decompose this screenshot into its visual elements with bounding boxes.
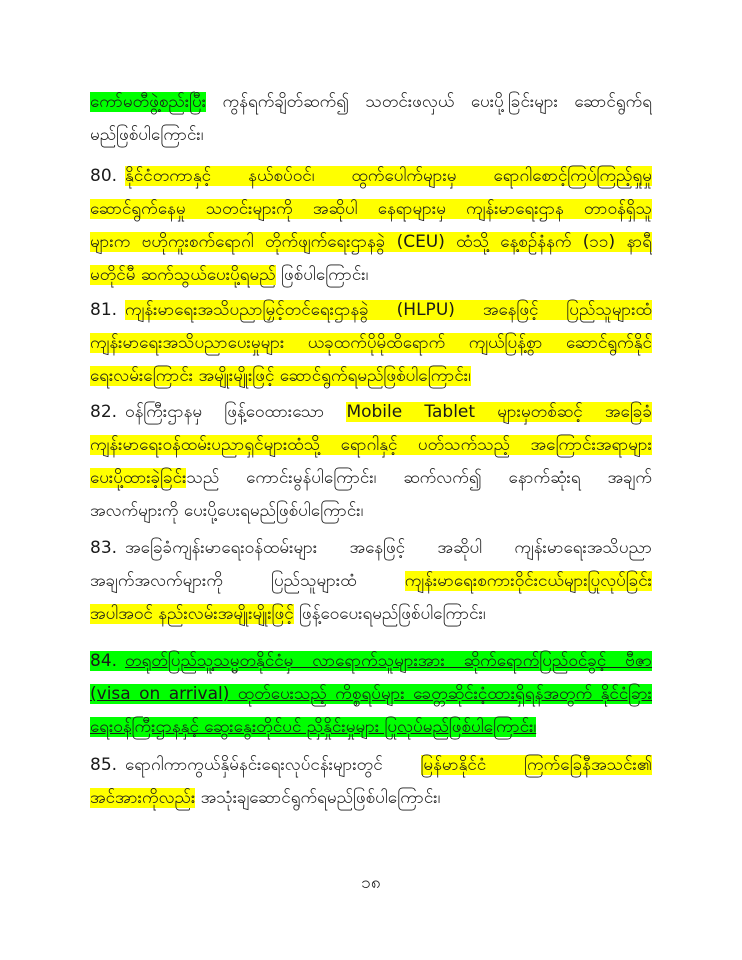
highlighted-text: ရေးဝန်ကြီးဌာနနှင့် ဆွေးနွေးတိုင်ပင် ညှိနှိုင်းမှုများ ပြုလုပ်မည်ဖြစ်ပါကြောင်း၊ <box>90 717 537 737</box>
text-line <box>90 396 652 429</box>
text-run: အချက်အလက်များကို ပြည်သူများထံ <box>90 571 405 591</box>
text-run: အခြေခံကျန်းမာရေးဝန်ထမ်းများ အနေဖြင့် အဆိုပါ ကျန်းမာရေးအသိပညာ <box>125 538 652 558</box>
paragraph-continuation <box>90 86 652 152</box>
text-run: ဝန်ကြီးဌာနမှ ဖြန့်ဝေထားသော <box>125 402 347 422</box>
text-line <box>90 645 652 678</box>
highlighted-text: ကျန်းမာရေးဝန်ထမ်းပညာရှင်များထံသို့ ရောဂါနှင့် ပတ်သက်သည့် အကြောင်းအရာများ <box>90 435 652 455</box>
text-line <box>90 678 652 711</box>
text-run: ရောဂါကာကွယ်နှိမ်နင်းရေးလုပ်ငန်းများတွင် <box>125 755 421 775</box>
highlighted-text: ဆောင်ရွက်နေမှု သတင်းများကို အဆိုပါ နေရာများမှ ကျန်းမာရေးဌာန တာဝန်ရှိသူ <box>90 199 652 219</box>
paragraph-82 <box>90 396 652 528</box>
highlighted-text: များက ဗဟိုကူးစက်ရောဂါ တိုက်ဖျက်ရေးဌာနခွဲ (CEU) ထံသို့ နေ့စဉ်နံနက် (၁၁) နာရီ <box>90 232 652 252</box>
paragraph-84 <box>90 645 652 744</box>
highlighted-text: ရေးလမ်းကြောင်း အမျိုးမျိုးဖြင့် ဆောင်ရွက်ရမည်ဖြစ်ပါကြောင်း၊ <box>90 366 471 386</box>
paragraph-81 <box>90 294 652 393</box>
text-run: သည် ကောင်းမွန်ပါကြောင်း၊ ဆက်လက်၍ နောက်ဆုံးရ အချက် <box>186 468 652 488</box>
text-line <box>90 495 652 528</box>
text-line <box>90 259 652 292</box>
text-line <box>90 160 652 193</box>
text-run: အလက်များကို ပေးပို့ပေးရမည်ဖြစ်ပါကြောင်း၊ <box>90 501 364 521</box>
text-line <box>90 532 652 565</box>
text-line <box>90 711 652 744</box>
text-line <box>90 327 652 360</box>
highlighted-text: နိုင်ငံတကာနှင့် နယ်စပ်ဝင်၊ ထွက်ပေါက်များမှ ရောဂါစောင့်ကြပ်ကြည့်ရှုမှု <box>125 166 652 186</box>
highlighted-text: အပါအဝင် နည်းလမ်းအမျိုးမျိုးဖြင့် <box>90 604 294 624</box>
paragraph-number: 80. <box>90 166 118 186</box>
paragraph-number: 81. <box>90 300 118 320</box>
text-run: အသုံးချဆောင်ရွက်ရမည်ဖြစ်ပါကြောင်း၊ <box>195 788 441 808</box>
highlighted-text <box>90 651 652 671</box>
paragraph-80 <box>90 160 652 292</box>
text-line <box>90 119 652 152</box>
highlighted-text: ကျန်းမာရေးစကားဝိုင်းငယ်များပြုလုပ်ခြင်း <box>404 571 652 591</box>
text-line <box>90 782 652 815</box>
paragraph-number: 83. <box>90 538 118 558</box>
paragraph-83 <box>90 532 652 631</box>
highlighted-text: (visa on arrival) ထုတ်ပေးသည့် ကိစ္စရပ်များ ခေတ္တဆိုင်းငံ့ထားရှိရန်အတွက် နိုင်ငံခြား <box>90 684 652 704</box>
text-line <box>90 749 652 782</box>
highlighted-text: ကျန်းမာရေးအသိပညာပေးမှုများ ယခုထက်ပိုမိုထိရောက် ကျယ်ပြန့်စွာ ဆောင်ရွက်နိုင် <box>90 333 652 353</box>
paragraph-85 <box>90 749 652 815</box>
highlighted-text: အင်အားကိုလည်း <box>90 788 196 808</box>
text-line <box>90 193 652 226</box>
text-line <box>90 462 652 495</box>
highlighted-text: မြန်မာနိုင်ငံ ကြက်ခြေနီအသင်း၏ <box>420 755 652 775</box>
paragraph-number: 84. <box>90 651 118 671</box>
paragraph-number: 85. <box>90 755 118 775</box>
underlined-text: တရုတ်ပြည်သူ့သမ္မတနိုင်ငံမှ လာရောက်သူများအား ဆိုက်ရောက်ပြည်ဝင်ခွင့် ဗီဇာ <box>125 651 652 671</box>
highlighted-text: မတိုင်မီ ဆက်သွယ်ပေးပို့ရမည် <box>90 265 276 285</box>
text-run: ကွန်ရက်ချိတ်ဆက်၍ သတင်းဖလှယ် ပေးပို့ခြင်းများ ဆောင်ရွက်ရ <box>206 92 652 112</box>
text-line <box>90 429 652 462</box>
highlighted-text: Mobile Tablet များမှတစ်ဆင့် အခြေခံ <box>346 402 652 422</box>
text-run: ဖြန့်ဝေပေးရမည်ဖြစ်ပါကြောင်း၊ <box>293 604 486 624</box>
highlighted-text: ပေးပို့ထားခဲ့ခြင်း <box>90 468 187 488</box>
text-line <box>90 565 652 598</box>
text-line <box>90 294 652 327</box>
text-run: မည်ဖြစ်ပါကြောင်း၊ <box>90 125 204 145</box>
highlighted-text: ကော်မတီဖွဲ့စည်းပြီး <box>90 92 207 112</box>
highlighted-text: ကျန်းမာရေးအသိပညာမြှင့်တင်ရေးဌာနခွဲ (HLPU) အနေဖြင့် ပြည်သူများထံ <box>125 300 652 320</box>
text-line <box>90 86 652 119</box>
text-line <box>90 598 652 631</box>
paragraph-number: 82. <box>90 402 118 422</box>
text-run: ဖြစ်ပါကြောင်း၊ <box>275 265 369 285</box>
text-line <box>90 360 652 393</box>
page-number: ၁၈ <box>361 873 381 893</box>
text-line <box>90 226 652 259</box>
